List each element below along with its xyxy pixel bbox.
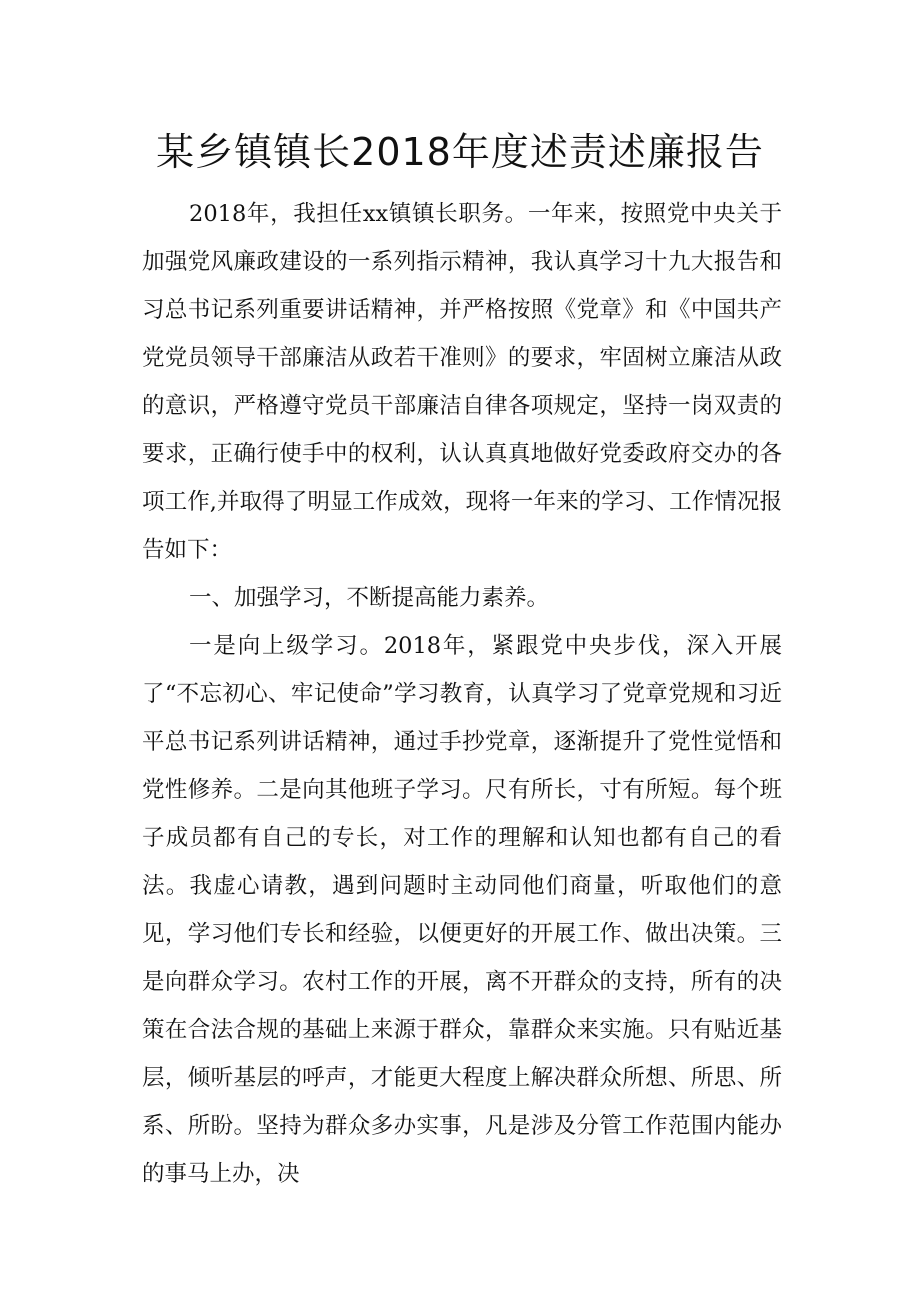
paragraph-intro: 2018年，我担任xx镇镇长职务。一年来，按照党中央关于加强党风廉政建设的一系列指示精神，我认真学习十九大报告和习总书记系列重要讲话精神，并严格按照《党章》和《中国共产党党员领导干部廉洁从政若干准则》的要求，牢固树立廉洁从政的意识，严格遵守党员干部廉洁自律各项规定，坚持一岗双责的要求，正确行使手中的权利，认认真真地做好党委政府交办的各项工作,并取得了明显工作成效，现将一年来的学习、工作情况报告如下： [142, 201, 782, 563]
document-title: 某乡镇镇长2018年度述责述廉报告 [156, 130, 764, 174]
document-body [142, 190, 782, 1198]
paragraph-study: 一是向上级学习。2018年，紧跟党中央步伐，深入开展了“不忘初心、牢记使命”学习教育，认真学习了党章党规和习近平总书记系列讲话精神，通过手抄党章，逐渐提升了党性觉悟和党性修养。二是向其他班子学习。尺有所长，寸有所短。每个班子成员都有自己的专长，对工作的理解和认知也都有自己的看法。我虚心请教，遇到问题时主动同他们商量，听取他们的意见，学习他们专长和经验，以便更好的开展工作、做出决策。三是向群众学习。农村工作的开展，离不开群众的支持，所有的决策在合法合规的基础上来源于群众，靠群众来实施。只有贴近基层，倾听基层的呼声，才能更大程度上解决群众所想、所思、所系、所盼。坚持为群众多办实事，凡是涉及分管工作范围内能办的事马上办，决 [142, 633, 782, 1187]
section-heading-1: 一、加强学习，不断提高能力素养。 [189, 585, 550, 611]
